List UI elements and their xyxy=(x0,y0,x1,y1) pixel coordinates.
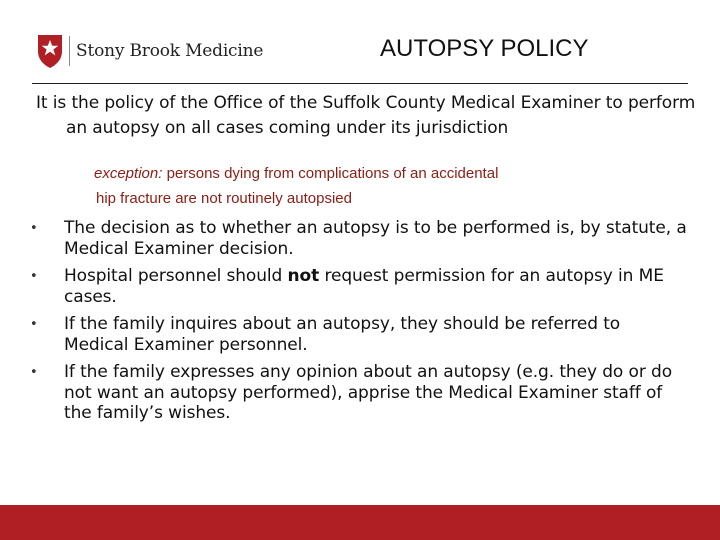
exception-label: exception: xyxy=(94,165,163,182)
bullet-dot: • xyxy=(30,221,38,236)
page-title: AUTOPSY POLICY xyxy=(380,35,589,62)
policy-statement: It is the policy of the Office of the Suffolk County Medical Examiner to perform an autopsy on all cases coming under its jurisdiction xyxy=(36,93,696,138)
list-item xyxy=(28,266,688,307)
list-item xyxy=(28,314,688,355)
header-rule xyxy=(32,83,688,84)
stony-brook-logo xyxy=(36,33,263,69)
exception-line-1: persons dying from complications of an accidental xyxy=(166,165,499,182)
bullet-dot: • xyxy=(30,317,38,332)
policy-bullet-list xyxy=(28,218,688,431)
logo-divider xyxy=(69,36,70,66)
list-item xyxy=(28,218,688,259)
exception-line-2: hip fracture are not routinely autopsied xyxy=(96,190,352,207)
bullet-text: If the family inquires about an autopsy, they should be referred to Medical Examiner personnel. xyxy=(64,314,621,355)
list-item xyxy=(28,362,688,424)
exception-note xyxy=(94,161,654,211)
bullet-text: The decision as to whether an autopsy is to be performed is, by statute, a Medical Examiner decision. xyxy=(64,218,687,259)
bullet-emphasis: not xyxy=(287,266,320,286)
bullet-dot: • xyxy=(30,365,38,380)
bullet-text: If the family expresses any opinion about an autopsy (e.g. they do or do not want an autopsy performed), apprise the Medical Examiner staff of the family’s wishes. xyxy=(64,362,673,423)
stony-brook-shield-star-icon xyxy=(36,33,64,69)
logo-wordmark: Stony Brook Medicine xyxy=(76,41,264,61)
bullet-text-after: request permission for an autopsy in ME cases. xyxy=(64,266,664,307)
footer-bar xyxy=(0,505,720,540)
bullet-dot: • xyxy=(30,269,38,284)
bullet-text-before: Hospital personnel should xyxy=(64,266,288,286)
slide-header xyxy=(0,0,720,90)
